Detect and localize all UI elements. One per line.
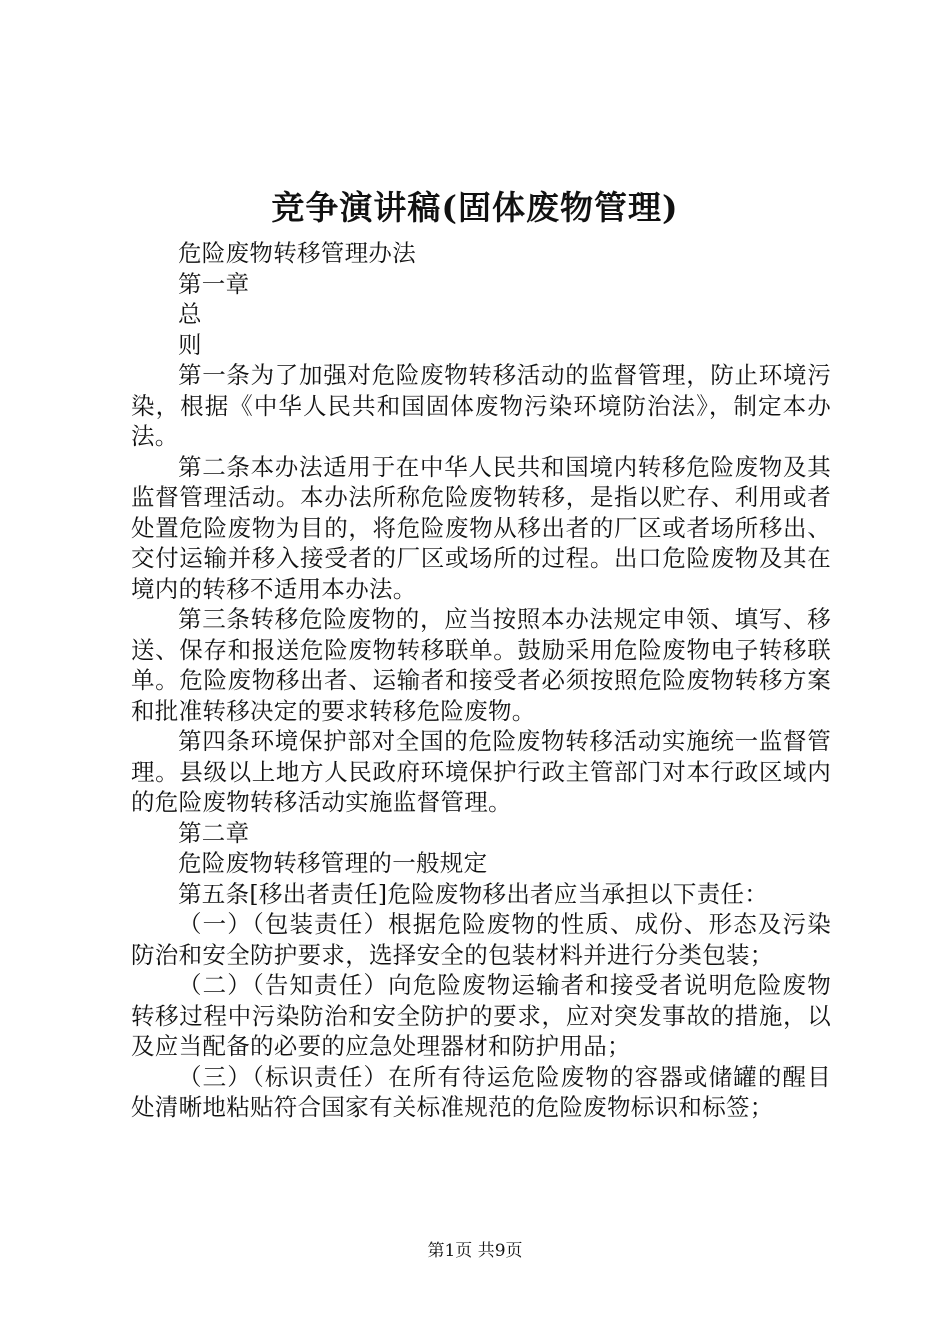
chapter-title-part: 总 bbox=[178, 300, 202, 328]
document-subtitle: 危险废物转移管理办法 bbox=[178, 239, 416, 267]
article-paragraph: 第五条[移出者责任]危险废物移出者应当承担以下责任： bbox=[178, 879, 769, 908]
clause-paragraph: （二）（告知责任）向危险废物运输者和接受者说明危险废物转移过程中污染防治和安全防护的要求，应对突发事故的措施，以及应当配备的必要的应急处理器材和防护用品； bbox=[131, 971, 831, 1060]
clause-paragraph: （一）（包装责任）根据危险废物的性质、成份、形态及污染防治和安全防护要求，选择安全的包装材料并进行分类包装； bbox=[131, 910, 831, 969]
page-number-footer: 第1页 共9页 bbox=[427, 1241, 523, 1261]
chapter-heading: 第一章 bbox=[178, 269, 250, 298]
chapter-title: 危险废物转移管理的一般规定 bbox=[178, 849, 488, 877]
chapter-title-part: 则 bbox=[178, 330, 202, 359]
article-paragraph: 第二条本办法适用于在中华人民共和国境内转移危险废物及其监督管理活动。本办法所称危险废物转移，是指以贮存、利用或者处置危险废物为目的，将危险废物从移出者的厂区或者场所移出、交付运输并移入接受者的厂区或场所的过程。出口危险废物及其在境内的转移不适用本办法。 bbox=[131, 452, 831, 603]
article-paragraph: 第四条环境保护部对全国的危险废物转移活动实施统一监督管理。县级以上地方人民政府环境保护行政主管部门对本行政区域内的危险废物转移活动实施监督管理。 bbox=[131, 727, 831, 816]
document-body bbox=[131, 238, 831, 1123]
article-paragraph: 第一条为了加强对危险废物转移活动的监督管理，防止环境污染，根据《中华人民共和国固体废物污染环境防治法》，制定本办法。 bbox=[131, 361, 831, 450]
chapter-heading: 第二章 bbox=[178, 818, 250, 847]
clause-paragraph: （三）（标识责任）在所有待运危险废物的容器或储罐的醒目处清晰地粘贴符合国家有关标准规范的危险废物标识和标签； bbox=[131, 1062, 831, 1121]
document-title: 竞争演讲稿(固体废物管理) bbox=[271, 188, 679, 227]
article-paragraph: 第三条转移危险废物的，应当按照本办法规定申领、填写、移送、保存和报送危险废物转移联单。鼓励采用危险废物电子转移联单。危险废物移出者、运输者和接受者必须按照危险废物转移方案和批准转移决定的要求转移危险废物。 bbox=[131, 605, 831, 725]
